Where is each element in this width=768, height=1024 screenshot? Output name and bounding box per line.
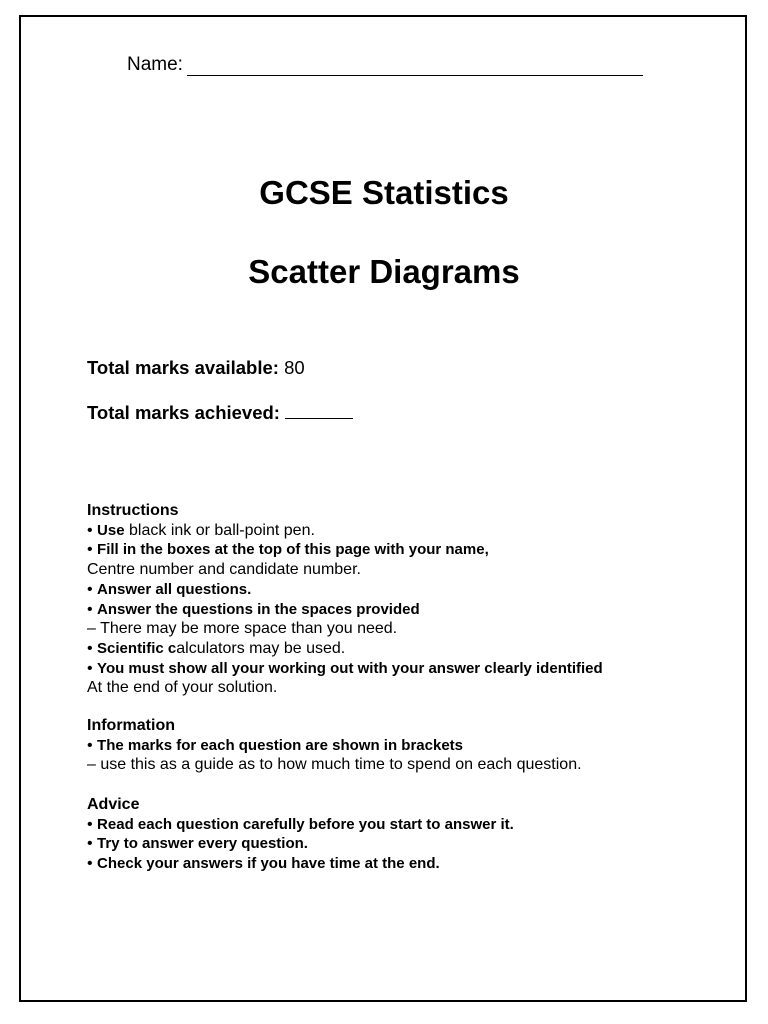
list-item-normal: alculators may be used. (176, 639, 346, 657)
list-item-bold: The marks for each question are shown in brackets (97, 736, 463, 754)
list-item-bullet: – (87, 620, 101, 638)
list-item-bullet: • (87, 736, 98, 754)
list-item (87, 755, 582, 775)
list-item-bold: Scientific c (97, 639, 177, 657)
list-item-normal: At the end of your solution. (87, 679, 278, 697)
subject-title: GCSE Statistics (259, 174, 509, 211)
name-label: Name: (127, 54, 183, 75)
advice-heading: Advice (87, 796, 140, 813)
marks-available-value: 80 (284, 357, 305, 378)
list-item-normal: black ink or ball-point pen. (124, 521, 315, 539)
information-heading: Information (87, 717, 175, 734)
list-item (87, 540, 603, 560)
instructions-section (87, 501, 603, 698)
instructions-heading: Instructions (87, 502, 179, 519)
list-item-bold: Check your answers if you have time at the end. (97, 855, 440, 873)
list-item (87, 619, 603, 639)
list-item-bullet: • (87, 659, 98, 677)
list-item-bullet: • (87, 815, 98, 833)
list-item-bullet: • (87, 835, 98, 853)
list-item (87, 521, 603, 541)
marks-achieved-field[interactable] (285, 402, 353, 419)
list-item-bold: Fill in the boxes at the top of this page with your name, (97, 541, 489, 559)
topic-title: Scatter Diagrams (248, 253, 520, 290)
list-item (87, 834, 514, 854)
advice-list (87, 815, 514, 874)
list-item-bullet: • (87, 541, 98, 559)
instructions-list (87, 521, 603, 698)
list-item-normal: Centre number and candidate number. (87, 561, 361, 579)
list-item-bullet: • (87, 639, 98, 657)
marks-achieved (87, 402, 353, 424)
marks-achieved-label: Total marks achieved: (87, 402, 280, 423)
list-item (87, 600, 603, 620)
list-item-bold: Try to answer every question. (97, 835, 308, 853)
list-item-bold: Use (97, 521, 125, 539)
list-item-normal: There may be more space than you need. (100, 620, 398, 638)
list-item (87, 580, 603, 600)
information-list (87, 736, 582, 775)
list-item-bullet: • (87, 600, 98, 618)
name-field[interactable] (187, 55, 643, 76)
list-item (87, 736, 582, 756)
marks-available-label: Total marks available: (87, 357, 279, 378)
list-item-bold: Read each question carefully before you start to answer it. (97, 815, 514, 833)
list-item-bold: Answer all questions. (97, 580, 252, 598)
list-item (87, 854, 514, 874)
list-item-bold: You must show all your working out with your answer clearly identified (97, 659, 603, 677)
advice-section (87, 795, 514, 874)
list-item (87, 639, 603, 659)
list-item (87, 659, 603, 679)
list-item-bullet: • (87, 855, 98, 873)
list-item (87, 815, 514, 835)
list-item-bullet: • (87, 580, 98, 598)
information-section (87, 716, 582, 775)
list-item (87, 678, 603, 698)
list-item-normal: use this as a guide as to how much time to spend on each question. (100, 756, 582, 774)
list-item (87, 560, 603, 580)
list-item-bold: Answer the questions in the spaces provided (97, 600, 420, 618)
marks-available (87, 357, 305, 379)
list-item-bullet: • (87, 521, 98, 539)
name-row (127, 54, 643, 76)
list-item-bullet: – (87, 756, 101, 774)
